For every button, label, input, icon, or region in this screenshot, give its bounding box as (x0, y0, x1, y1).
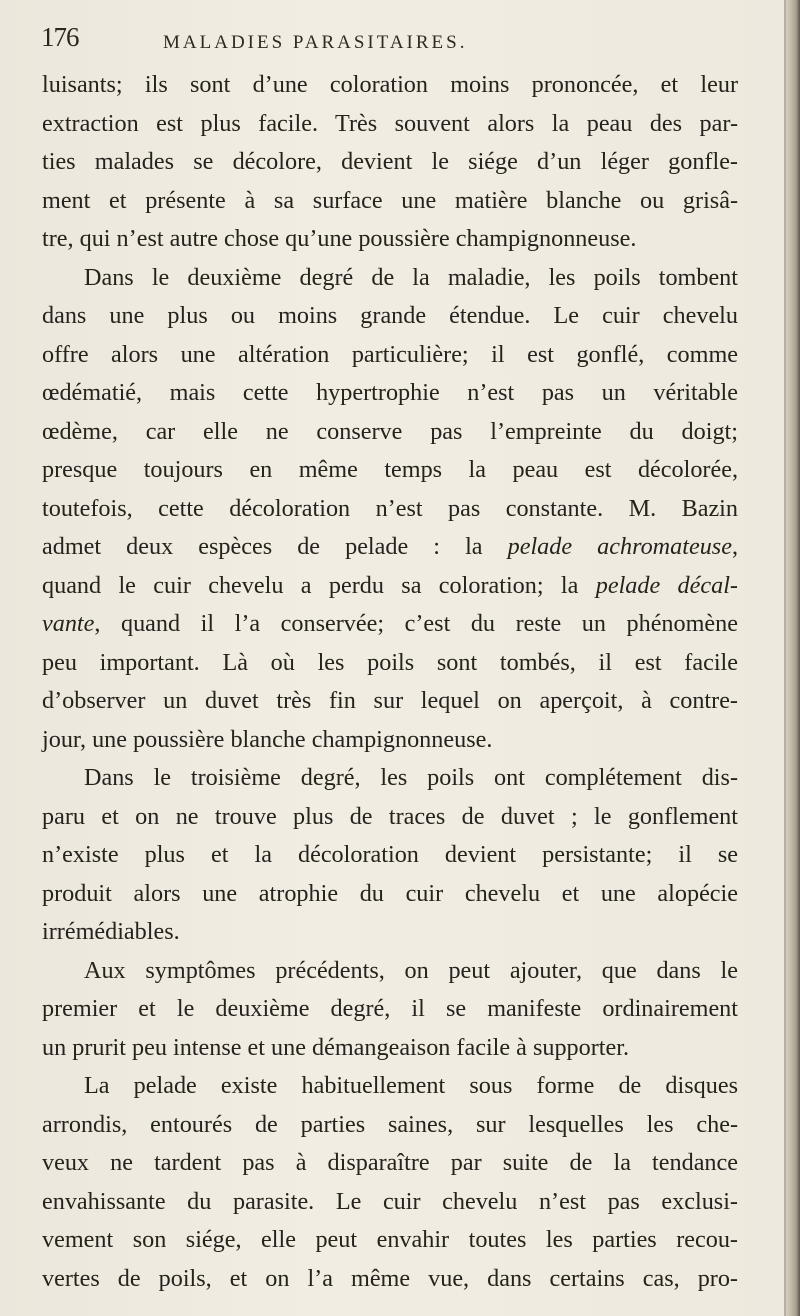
running-title: MALADIES PARASITAIRES. (163, 32, 468, 53)
text-line-17: d’observer un duvet très fin sur lequel on aperçoit, à contre- (42, 687, 738, 714)
italic-term: vante (42, 610, 95, 637)
text-line-25: premier et le deuxième degré, il se manifeste ordinairement (42, 995, 738, 1022)
text-line-21: n’existe plus et la décoloration devient persistante; il se (42, 841, 738, 868)
text-line-27: La pelade existe habituellement sous forme de disques (84, 1072, 738, 1099)
text-line-4: ment et présente à sa surface une matière blanche ou grisâ- (42, 186, 738, 214)
page-header (41, 22, 741, 62)
text-line-30: envahissante du parasite. Le cuir chevelu n’est pas exclusi- (42, 1187, 738, 1215)
text-line-23: irrémédiables. (42, 918, 180, 945)
text-line-1: luisants; ils sont d’une coloration moins prononcée, et leur (42, 71, 738, 98)
page-number: 176 (41, 22, 79, 52)
text-line-5: tre, qui n’est autre chose qu’une poussière champignonneuse. (42, 225, 637, 252)
text-line-7: dans une plus ou moins grande étendue. Le cuir chevelu (42, 302, 738, 329)
text-line-29: veux ne tardent pas à disparaître par suite de la tendance (42, 1149, 738, 1176)
text-line-14: quand le cuir chevelu a perdu sa coloration; la pelade décal- (42, 571, 738, 599)
text-line-11: presque toujours en même temps la peau est décolorée, (42, 456, 738, 483)
text-line-32: vertes de poils, et on l’a même vue, dans certains cas, pro- (42, 1264, 738, 1292)
body-text (42, 66, 738, 1298)
text-line-31: vement son siége, elle peut envahir toutes les parties recou- (42, 1226, 738, 1253)
text-line-12: toutefois, cette décoloration n’est pas constante. M. Bazin (42, 494, 738, 522)
text-line-10: œdème, car elle ne conserve pas l’empreinte du doigt; (42, 417, 738, 445)
italic-term: pelade décal- (595, 571, 738, 599)
text-line-19: Dans le troisième degré, les poils ont complétement dis- (84, 764, 738, 791)
text-line-8: offre alors une altération particulière; il est gonflé, comme (42, 340, 738, 368)
text-line-15: vante, quand il l’a conservée; c’est du reste un phénomène (42, 610, 738, 637)
page-edge-shadow (784, 0, 800, 1316)
text-line-13: admet deux espèces de pelade : la pelade achromateuse, (42, 533, 738, 560)
text-line-26: un prurit peu intense et une démangeaison facile à supporter. (42, 1033, 630, 1061)
text-line-22: produit alors une atrophie du cuir chevelu et une alopécie (42, 879, 738, 907)
italic-term: pelade achromateuse (507, 533, 732, 560)
text-line-2: extraction est plus facile. Très souvent alors la peau des par- (42, 109, 738, 137)
text-line-6: Dans le deuxième degré de la maladie, les poils tombent (84, 263, 738, 291)
text-line-20: paru et on ne trouve plus de traces de duvet ; le gonflement (42, 802, 738, 830)
page-fold-line (784, 0, 786, 1316)
text-line-16: peu important. Là où les poils sont tombés, il est facile (42, 648, 738, 676)
text-line-9: œdématié, mais cette hypertrophie n’est pas un véritable (42, 379, 738, 406)
text-line-28: arrondis, entourés de parties saines, sur lesquelles les che- (42, 1110, 738, 1138)
text-line-18: jour, une poussière blanche champignonneuse. (42, 725, 493, 753)
text-line-24: Aux symptômes précédents, on peut ajouter, que dans le (84, 956, 738, 984)
text-line-3: ties malades se décolore, devient le siége d’un léger gonfle- (42, 148, 738, 175)
